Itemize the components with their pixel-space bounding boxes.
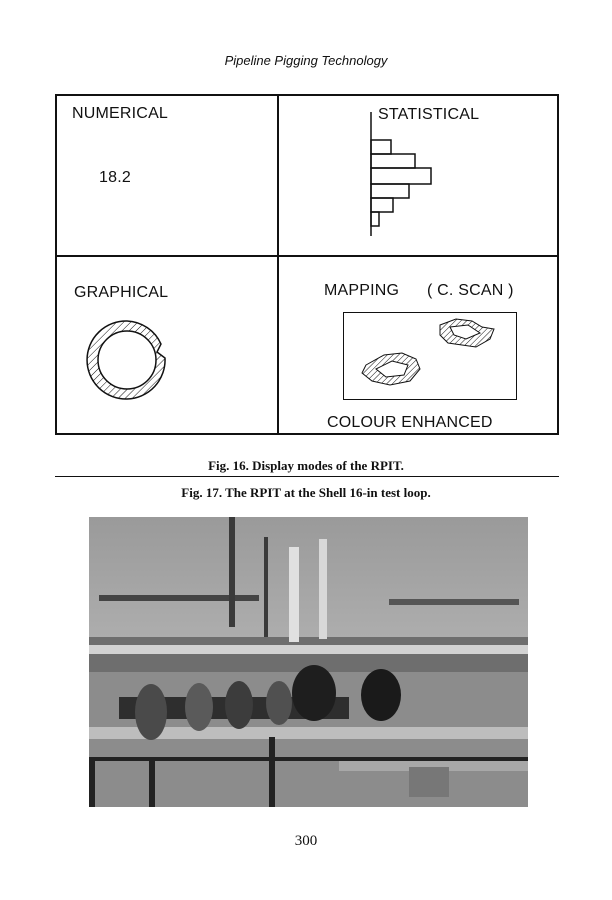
mapping-label: MAPPING <box>324 282 400 299</box>
numerical-label: NUMERICAL <box>72 105 169 122</box>
horizontal-divider <box>57 255 557 257</box>
pipe-cross-section-icon <box>85 318 169 402</box>
figure-16-caption: Fig. 16. Display modes of the RPIT. <box>208 458 404 473</box>
mapping-sub-label: ( C. SCAN ) <box>427 282 514 299</box>
figure-16-display-modes <box>55 94 559 435</box>
statistical-label: STATISTICAL <box>378 106 480 123</box>
numerical-value: 18.2 <box>99 169 131 186</box>
running-head: Pipeline Pigging Technology <box>224 53 388 68</box>
histogram-icon <box>357 112 447 236</box>
vertical-divider <box>277 96 279 433</box>
colour-enhanced-label: COLOUR ENHANCED <box>327 414 493 431</box>
page-number: 300 <box>294 833 318 849</box>
figure-17-caption: Fig. 17. The RPIT at the Shell 16-in test loop. <box>181 485 431 500</box>
figure-17-photo <box>89 517 528 807</box>
graphical-label: GRAPHICAL <box>74 284 169 301</box>
c-scan-defect-icon <box>344 313 516 399</box>
c-scan-map-frame <box>343 312 517 400</box>
separator-rule <box>55 476 559 477</box>
